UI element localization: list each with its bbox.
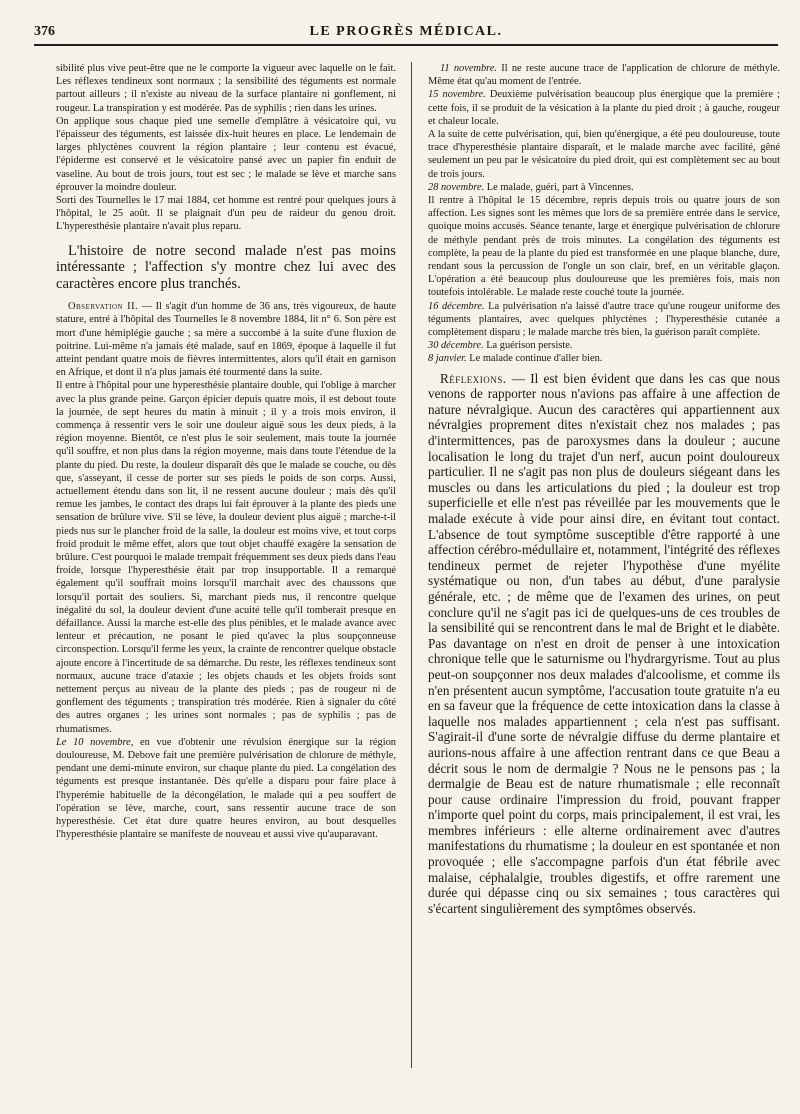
entry-text: La pulvérisation n'a laissé d'autre trace qu'une rougeur uniforme des téguments plantaires, avec quelques phlyctènes ; l'hyperesthésie cutanée a complètement disparu ; le malade marche très bien, la guérison paraît complète. — [428, 300, 781, 339]
column-divider — [411, 62, 412, 1068]
paragraph: Sorti des Tournelles le 17 mai 1884, cet homme est rentré pour quelques jours à l'hôpital, le 25 août. Il se plaignait d'un peu de raideur du genou droit. L'hyperesthésie plantaire n'avait plus reparu. — [56, 195, 396, 233]
clinical-entry — [428, 181, 780, 194]
clinical-entry — [428, 62, 780, 88]
entry-date: Le 10 novembre — [56, 736, 131, 748]
reflections-text: — Il est bien évident que dans les cas que nous venons de rapporter nous n'avions pas affaire à une affection de nature névralgique. Aucun des caractères qui appartiennent aux névralgies proprement dites n'existait chez nos malades ; pas d'intermittences, pas de paroxysmes dans la douleur ; aucune localisation le long du trajet d'un nerf, aucun point douloureux particulier. Il ne s'agit pas non plus de douleurs siégeant dans les muscles ou dans les articulations du pied ; la douleur est trop superficielle et elle n'est pas réveillée par les mouvements que le malade exécute à vide pour ainsi dire, en évitant tout contact. L'absence de tout symptôme susceptible d'être rapporté à une affection cérébro-médullaire et, notamment, l'intégrité des réflexes tendineux permet de rejeter l'hypothèse d'une myélite systématique ou non, d'un tabes au début, d'une paralysie générale, etc. ; de même que de l'examen des urines, on peut conclure qu'il ne s'agit pas ici de quelques-uns de ces troubles de la sensibilité qui se rencontrent dans le mal de Bright et le diabète. Pas davantage on n'est en droit de penser à une intoxication chronique telle que le saturnisme ou l'hydrargyrisme. Tout au plus peut-on soupçonner nos deux malades d'alcoolisme, et comme ils n'en présentent aucun symptôme, l'accusation toute gratuite n'a eu en sa faveur que la fréquence de cette intoxication dans la classe à laquelle nos malades appartiennent ; cela n'est pas suffisant. S'agirait-il d'une sorte de névralgie diffuse du derme plantaire et aurions-nous affaire à une affection rentrant dans ce que Beau a décrit sous le nom de dermalgie ? Nous ne le pensons pas ; la dermalgie de Beau est de nature rhumatismale ; elle reconnaît pour cause ordinaire l'impression du froid, pouvant frapper n'importe quel point du corps, mais principalement, il est vrai, les membres inférieurs : elle alterne ordinairement avec d'autres manifestations du rhumatisme ; la douleur en est spontanée et non provoquée ; elle s'accompagne parfois d'un état fébrile avec malaise, céphalalgie, troubles digestifs, et offre rarement une durée qui dépasse cinq ou six semaines ; tous caractères qui s'écartent singulièrement des symptômes observés. — [428, 370, 780, 916]
right-column — [428, 62, 780, 916]
entry-text: Le malade continue d'aller bien. — [466, 353, 603, 365]
page-number: 376 — [34, 24, 55, 39]
observation-text: — Il s'agit d'un homme de 36 ans, très vigoureux, de haute stature, entré à l'hôpital des Tournelles le 8 novembre 1884, lit n° 6. Son père est mort d'une hémiplégie gauche ; sa mère a succombé à la suite d'une fluxion de poitrine. Lui-même n'a jamais été malade, sauf en 1869, époque à laquelle il fut atteint pendant quatre mois de fièvres intermittentes, alors qu'il était en garnison en Afrique, et dont il n'a plus jamais été tourmenté dans la suite. — [56, 301, 397, 379]
paragraph: On applique sous chaque pied une semelle d'emplâtre à vésicatoire qui, vu l'épaisseur des téguments, est laissée dix-huit heures en place. Le lendemain de larges phlyctènes couvrent la région plantaire ; leur contenu est évacué, l'épiderme est conservé et le vésicatoire pansé avec un papier fin enduit de vaseline. Au bout de trois jours, tout est sec ; le malade se lève et marche sans éprouver la moindre douleur. — [56, 115, 396, 193]
left-column — [56, 62, 396, 841]
paragraph: Il rentre à l'hôpital le 15 décembre, repris depuis trois ou quatre jours de son affection. Les signes sont les mêmes que lors de sa première entrée dans le service, quoique moins accusés. Séance tenante, large et énergique pulvérisation de chlorure de méthyle pendant près de trois minutes. La congélation des téguments est complète, la peau de la plante du pied est transformée en une plaque blanche, dure, rendant sous la percussion de l'ongle un son clair, bref, en un véritable glaçon. L'opération a été beaucoup plus douloureuse que les premières fois, mais non toutefois intolérable. Le malade reste couché toute la journée. — [428, 195, 780, 299]
journal-title: LE PROGRÈS MÉDICAL. — [309, 24, 503, 39]
entry-date: 28 novembre. — [428, 181, 485, 193]
page-header — [34, 24, 778, 46]
clinical-entry — [428, 300, 780, 340]
observation-paragraph — [56, 300, 396, 379]
entry-date: 15 novembre. — [428, 89, 486, 101]
reflections-paragraph — [428, 371, 780, 917]
paragraph: A la suite de cette pulvérisation, qui, bien qu'énergique, a été peu douloureuse, toute trace d'hyperesthésie plantaire disparaît, et le malade marche avec facilité, gêné seulement un peu par le vésicatoire du pied droit, qui est complètement sec au bout de trois jours. — [428, 129, 780, 180]
clinical-entry — [428, 88, 780, 128]
entry-text: Il ne reste aucune trace de l'application de chlorure de méthyle. Même état qu'au moment de l'entrée. — [428, 63, 780, 88]
entry-date: 16 décembre. — [428, 300, 485, 312]
entry-text: , en vue d'obtenir une révulsion énergique sur la région douloureuse, M. Debove fait une première pulvérisation de chlorure de méthyle, pendant une demi-minute environ, sur chaque plante du pied. La congélation des téguments est presque instantanée. Dès qu'elle a disparu pour faire place à l'hyperémie habituelle de la décongélation, le malade qui a peu souffert de l'opération se lève, marche, court, sans ressentir aucune trace de son hyperesthésie. Cet état dure quatre heures environ, au bout desquelles l'hyperesthésie plantaire se manifeste de nouveau et aussi vive qu'auparavant. — [56, 736, 396, 841]
clinical-entry — [428, 339, 780, 352]
paragraph — [56, 736, 396, 842]
entry-date: 11 novembre. — [440, 63, 498, 74]
section-lead: L'histoire de notre second malade n'est pas moins intéressante ; l'affection s'y montre chez lui avec des caractères encore plus tranchés. — [56, 242, 396, 292]
entry-text: Le malade, guéri, part à Vincennes. — [484, 181, 634, 193]
reflections-label: Réflexions. — [440, 370, 507, 386]
paragraph: Il entre à l'hôpital pour une hyperesthésie plantaire double, qui l'oblige à marcher avec la plus grande peine. Garçon épicier depuis quatre mois, il est debout toute la journée, de sept heures du matin à minuit ; il y a trois mois environ, il commença à ressentir vers le soir une douleur aiguë sous les deux pieds, à la région moyenne. Bientôt, ce n'est plus le soir seulement, mais toute la journée qu'il souffre, et non plus dans la région moyenne, mais dans toute l'étendue de la plante du pied. Du reste, la douleur disparaît dès que le malade se couche, ou dès que, s'asseyant, il cesse de porter sur ses pieds le poids de son corps. Aussi, actuellement étendu dans son lit, il ne ressent aucune douleur ; mais dès qu'il remue les jambes, le contact des draps lui fait éprouver à la plante des pieds une sensation de brûlure vive. S'il se lève, la douleur devient plus aiguë ; marche-t-il pieds nus sur le plancher froid de la salle, la douleur est moins vive, et tout corps froid produit le même effet, alors que tout objet chauffé exagère la sensation de brûlure. C'est pourquoi le malade trempait fréquemment ses deux pieds dans l'eau froide, lorsque l'hyperesthésie était par trop insupportable. Il a remarqué également qu'il souffrait moins lorsqu'il marchait avec des chaussons que lorsqu'il portait des souliers. Si, marchant pieds nus, il rencontre quelque inégalité du sol, la douleur devient d'une acuité telle qu'il tomberait presque en défaillance. Aussi la marche est-elle des plus pénibles, et le malade avance avec lenteur et précaution, ne posant le pied qu'avec la plus soupçonneuse circonspection. Lorsqu'il ferme les yeux, la crainte de rencontrer quelque obstacle ajoute encore à l'incertitude de sa démarche. Du reste, les réflexes tendineux sont normaux, aucune trace d'ataxie ; les objets chauds et les objets froids sont nettement perçus au niveau de la plante des pieds ; pas de rougeur ni de gonflement des téguments ; transpiration très modérée. Rien à signaler du côté des autres organes ; les urines sont normales ; pas de syphilis ; pas de rhumatismes. — [56, 380, 397, 735]
clinical-entry — [428, 352, 780, 365]
observation-label: Observation II. — [68, 301, 139, 313]
entry-date: 30 décembre. — [428, 340, 484, 352]
paragraph: sibilité plus vive peut-être que ne le comporte la vigueur avec laquelle on le fait. Les réflexes tendineux sont normaux ; la sensibilité des téguments est normale partout ailleurs ; il n'existe au niveau de la surface plantaire ni gonflement, ni rougeur. La transpiration y est modérée. Pas de syphilis ; rien dans les urines. — [56, 63, 396, 114]
entry-text: La guérison persiste. — [483, 340, 573, 352]
entry-date: 8 janvier. — [428, 353, 467, 365]
entry-text: Deuxième pulvérisation beaucoup plus énergique que la première ; cette fois, il se produit de la vésication à la plante du pied droit ; à gauche, rougeur et chaleur locale. — [428, 89, 780, 127]
